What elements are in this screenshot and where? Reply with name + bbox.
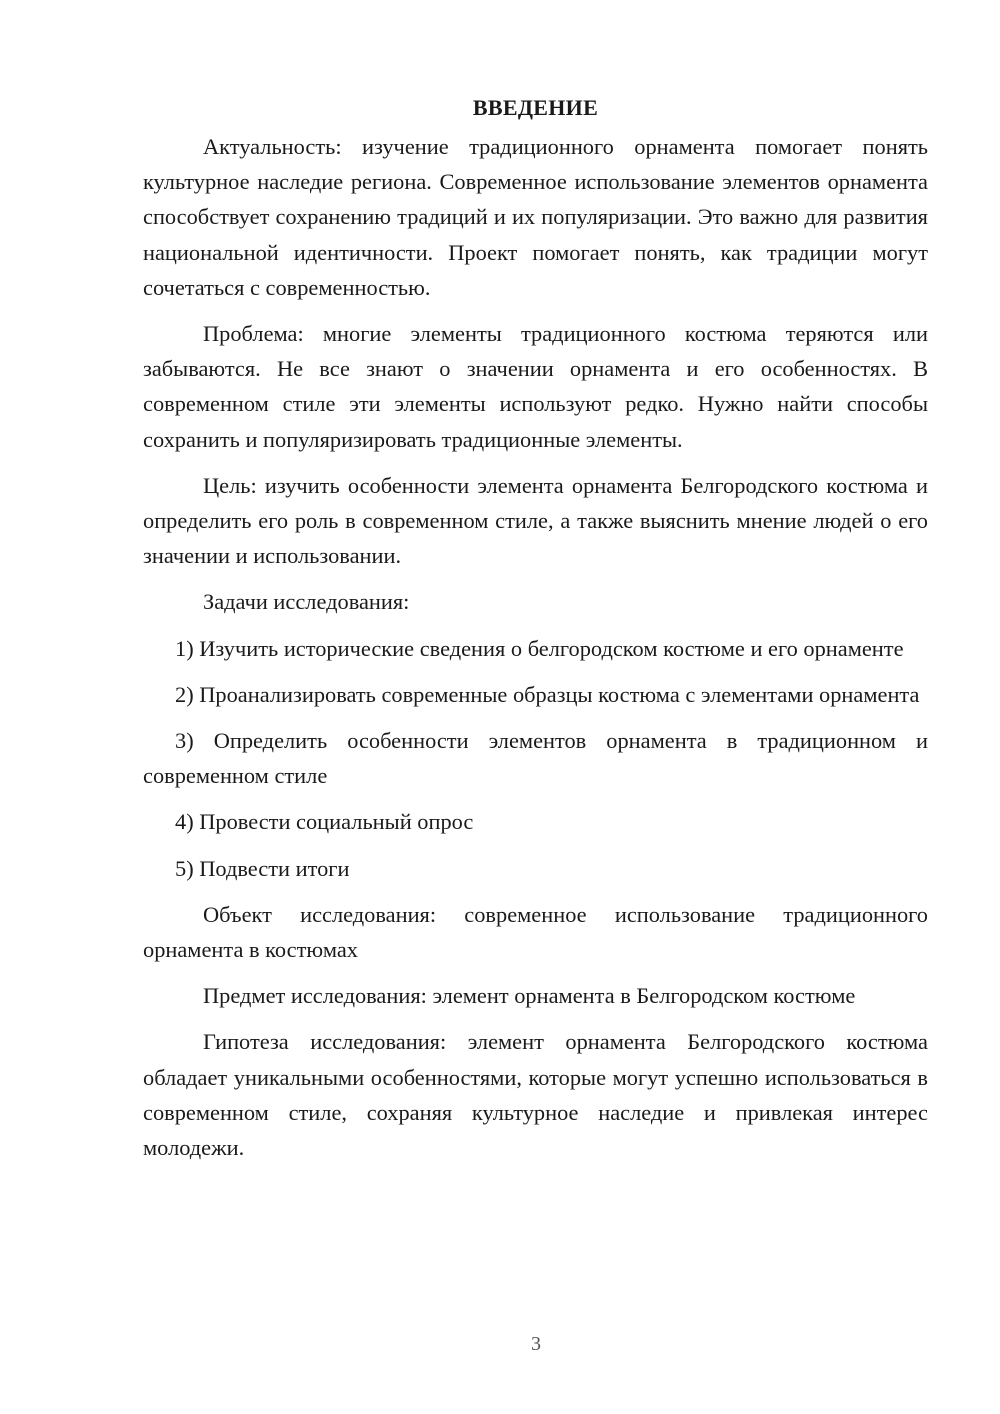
problem-paragraph: Проблема: многие элементы традиционного костюма теряются или забываются. Не все знают о значении орнамента и его особенностях. В современном стиле эти элементы используют редко. Нужно найти способы сохранить и популяризировать традиционные элементы. [143,321,928,452]
task-item: 5) Подвести итоги [175,855,350,881]
object-paragraph: Объект исследования: современное использование традиционного орнамента в костюмах [143,901,928,963]
goal-paragraph: Цель: изучить особенности элемента орнамента Белгородского костюма и определить его роль в современном стиле, а также выяснить мнение людей о его значении и использовании. [143,472,928,569]
task-item: 3) Определить особенности элементов орнамента в традиционном и современном стиле [143,728,928,789]
subject-paragraph: Предмет исследования: элемент орнамента в Белгородском костюме [203,983,856,1009]
task-item: 2) Проанализировать современные образцы костюма с элементами орнамента [175,681,920,707]
hypothesis-paragraph: Гипотеза исследования: элемент орнамента Белгородского костюма обладает уникальными особенностями, которые могут успешно использоваться в современном стиле, сохраняя культурное наследие и привлекая интерес молодежи. [143,1029,928,1161]
task-item: 4) Провести социальный опрос [175,809,474,835]
tasks-heading: Задачи исследования: [203,589,410,615]
document-page [143,90,928,1165]
task-item: 1) Изучить исторические сведения о белгородском костюме и его орнаменте [175,635,904,661]
section-title: ВВЕДЕНИЕ [472,95,599,120]
relevance-paragraph: Актуальность: изучение традиционного орнамента помогает понять культурное наследие региона. Современное использование элементов орнамента способствует сохранению традиций и их популяризации. Это важно для развития национальной идентичности. Проект помогает понять, как традиции могут сочетаться с современностью. [143,134,928,300]
page-number: 3 [531,1333,541,1355]
